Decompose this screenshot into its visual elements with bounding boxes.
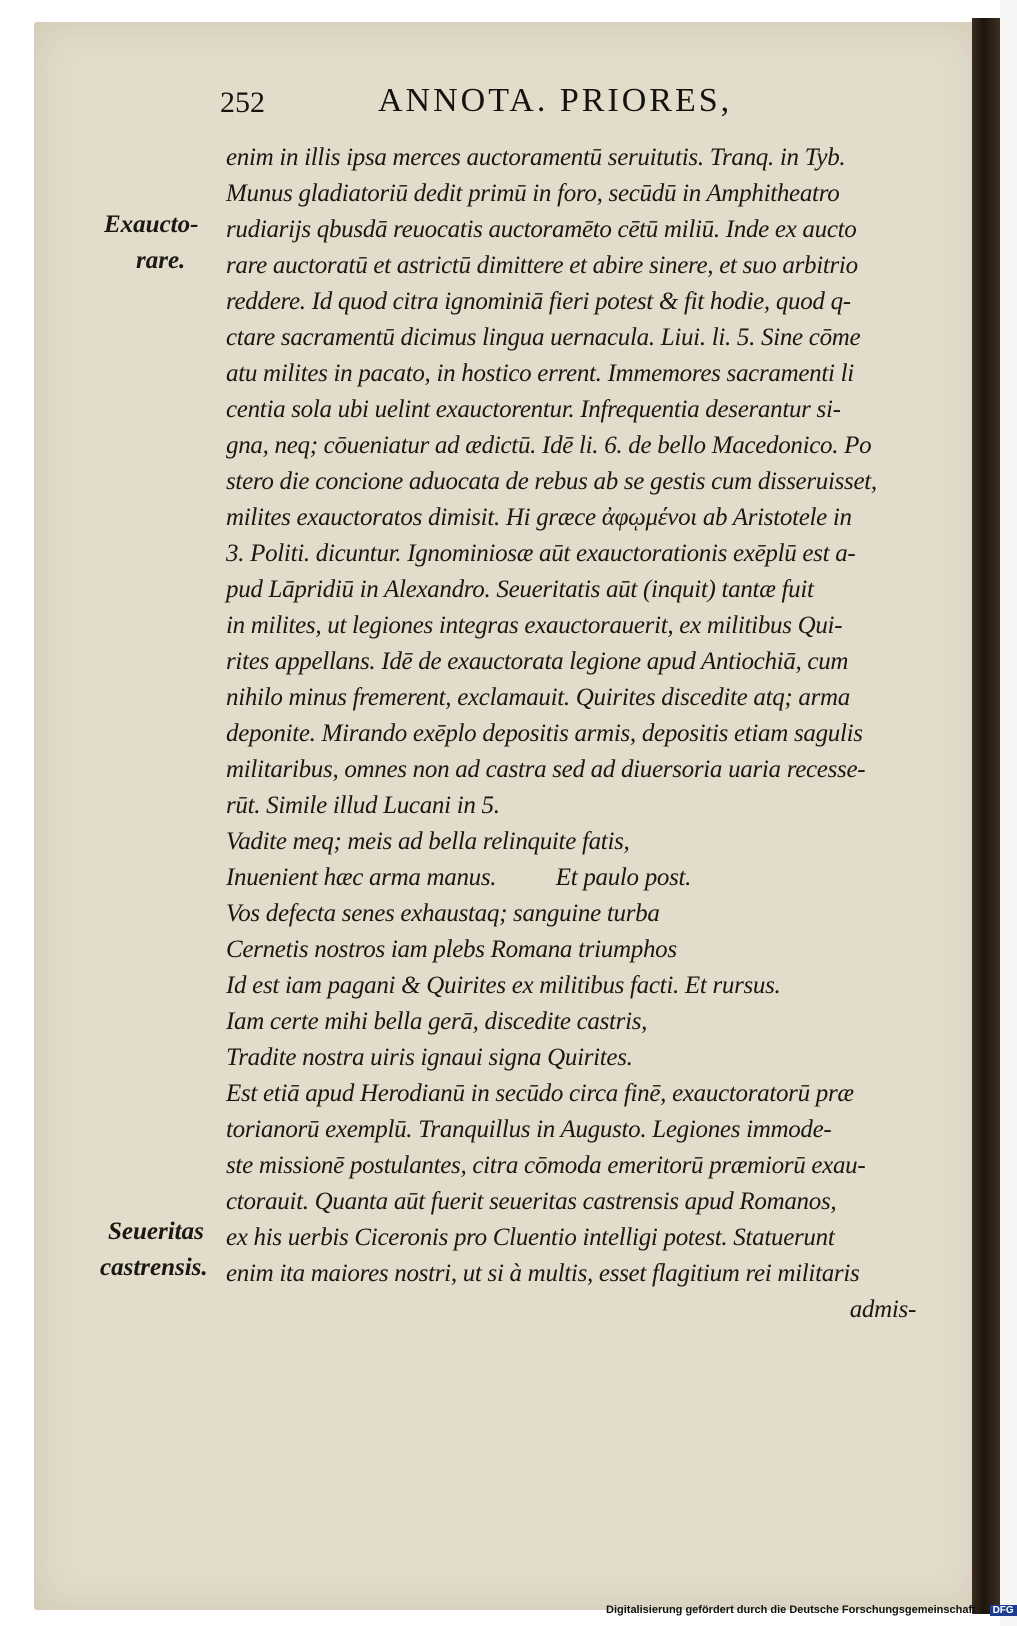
text-line: ctare sacramentū dicimus lingua uernacula. Liui. li. 5. Sine cōme	[226, 324, 861, 351]
text-line: enim in illis ipsa merces auctoramentū seruitutis. Tranq. in Tyb.	[226, 144, 846, 171]
text-line: in milites, ut legiones integras exauctorauerit, ex militibus Qui-	[226, 612, 843, 639]
page-edge	[972, 18, 1000, 1614]
digitization-footer	[606, 1604, 1014, 1626]
text-line: centia sola ubi uelint exauctorentur. Infrequentia deserantur si-	[226, 396, 841, 423]
text-line: ex his uerbis Ciceronis pro Cluentio intelligi potest. Statuerunt	[226, 1224, 835, 1251]
dfg-logo: DFG	[990, 1605, 1017, 1616]
verse-line: Iam certe mihi bella gerā, discedite castris,	[226, 1008, 648, 1035]
text-line: stero die concione aduocata de rebus ab se gestis cum disseruisset,	[226, 468, 877, 495]
margin-note: Exaucto-	[104, 211, 199, 238]
text-line: rare auctoratū et astrictū dimittere et abire sinere, et suo arbitrio	[226, 252, 858, 279]
text-line: reddere. Id quod citra ignominiā fieri potest & fit hodie, quod q-	[226, 288, 851, 315]
text-line: milites exauctoratos dimisit. Hi græce ἀφῳμένοι ab Aristotele in	[226, 504, 852, 531]
verse-line: Id est iam pagani & Quirites ex militibus facti. Et rursus.	[226, 972, 781, 999]
catchword: admis-	[849, 1296, 916, 1323]
margin-note: Seueritas	[108, 1218, 204, 1245]
text-line: ctorauit. Quanta aūt fuerit seueritas castrensis apud Romanos,	[226, 1188, 837, 1215]
verse-line: Vos defecta senes exhaustaq; sanguine turba	[226, 900, 660, 927]
footer-text: Digitalisierung gefördert durch die Deutsche Forschungsgemeinschaft ·	[606, 1604, 983, 1616]
main-text	[226, 140, 946, 1328]
verse-line: Inuenient hæc arma manus. Et paulo post.	[226, 864, 692, 891]
text-line: rudiarijs qbusdā reuocatis auctoramēto cētū miliū. Inde ex aucto	[226, 216, 857, 243]
running-title: ANNOTA. PRIORES,	[378, 82, 733, 119]
text-line: militaribus, omnes non ad castra sed ad diuersoria uaria recesse-	[226, 756, 866, 783]
page-header	[220, 82, 940, 138]
margin-note: castrensis.	[100, 1254, 208, 1281]
text-line: Est etiā apud Herodianū in secūdo circa finē, exauctoratorū præ	[226, 1080, 854, 1107]
text-line: gna, neq; cōueniatur ad ædictū. Idē li. 6. de bello Macedonico. Po	[226, 432, 872, 459]
text-line: ste missionē postulantes, citra cōmoda emeritorū præmiorū exau-	[226, 1152, 866, 1179]
text-line: torianorū exemplū. Tranquillus in Augusto. Legiones immode-	[226, 1116, 832, 1143]
margin-note: rare.	[136, 247, 186, 274]
text-line: 3. Politi. dicuntur. Ignominiosæ aūt exauctorationis exēplū est a-	[226, 540, 856, 567]
text-line: rūt. Simile illud Lucani in 5.	[226, 792, 500, 819]
text-line: deponite. Mirando exēplo depositis armis, depositis etiam sagulis	[226, 720, 863, 747]
verse-line: Tradite nostra uiris ignaui signa Quirites.	[226, 1044, 633, 1071]
text-line: Munus gladiatoriū dedit primū in foro, secūdū in Amphitheatro	[226, 180, 840, 207]
text-line: nihilo minus fremerent, exclamauit. Quirites discedite atq; arma	[226, 684, 850, 711]
text-line: pud Lāpridiū in Alexandro. Seueritatis aūt (inquit) tantæ fuit	[226, 576, 814, 603]
page-number: 252	[220, 86, 265, 119]
text-line: rites appellans. Idē de exauctorata legione apud Antiochiā, cum	[226, 648, 849, 675]
verse-line: Cernetis nostros iam plebs Romana triumphos	[226, 936, 677, 963]
text-line: atu milites in pacato, in hostico errent. Immemores sacramenti li	[226, 360, 854, 387]
verse-line: Vadite meq; meis ad bella relinquite fatis,	[226, 828, 630, 855]
text-line: enim ita maiores nostri, ut si à multis, esset flagitium rei militaris	[226, 1260, 860, 1287]
